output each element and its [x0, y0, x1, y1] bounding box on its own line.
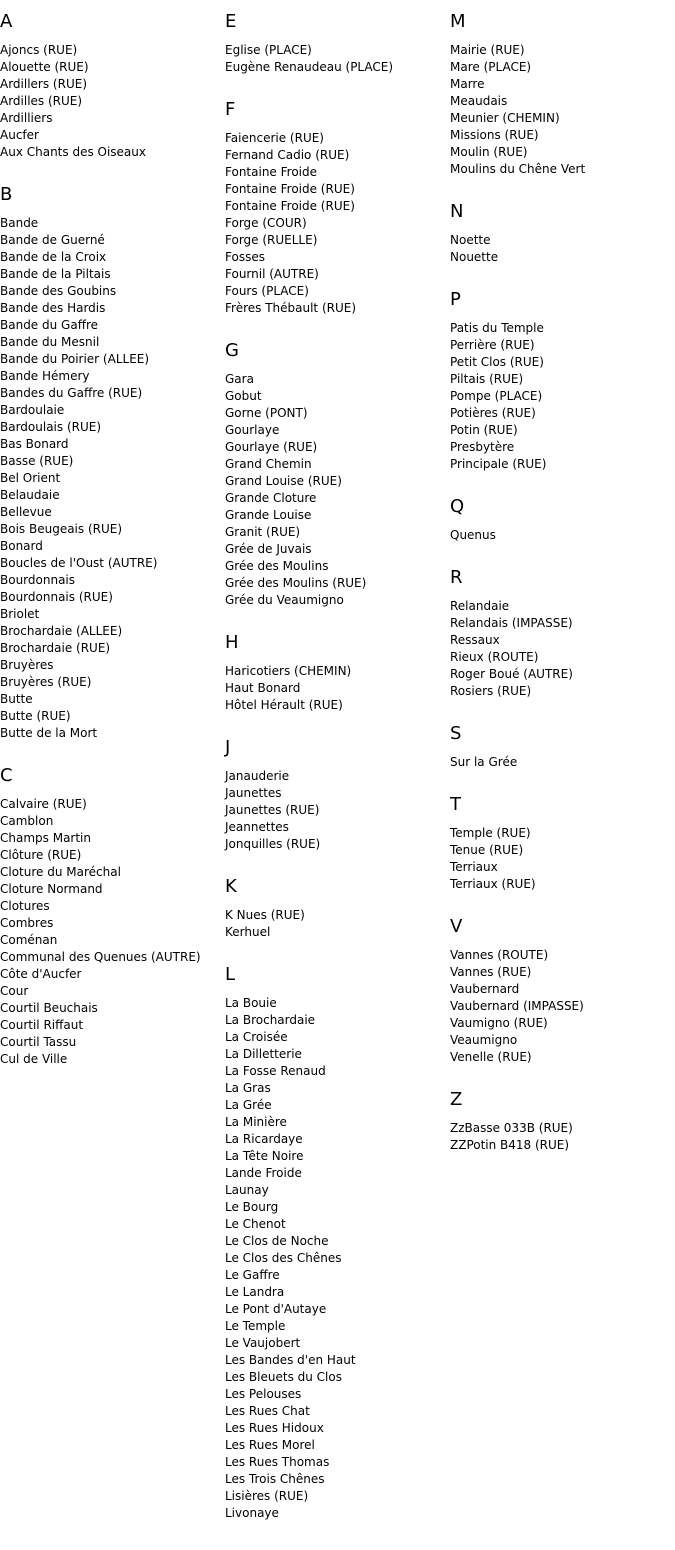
street-link[interactable]: Les Trois Chênes: [225, 1472, 325, 1486]
letter-group-b: [0, 185, 225, 742]
street-link[interactable]: Coménan: [0, 933, 58, 947]
street-link[interactable]: La Ricardaye: [225, 1132, 303, 1146]
street-link[interactable]: ZZPotin B418 (RUE): [450, 1138, 570, 1152]
street-link[interactable]: Vaubernard: [450, 982, 520, 996]
letter-group-e: [225, 12, 450, 76]
street-link[interactable]: Fosses: [225, 250, 265, 264]
street-link[interactable]: Briolet: [0, 607, 40, 621]
street-link[interactable]: Grand Chemin: [225, 457, 312, 471]
street-list: [450, 825, 675, 893]
street-link[interactable]: Nouette: [450, 250, 499, 264]
street-link[interactable]: Le Vaujobert: [225, 1336, 301, 1350]
street-link[interactable]: Fournil (AUTRE): [225, 267, 319, 281]
letter-heading: Q: [450, 496, 465, 517]
street-link[interactable]: ZzBasse 033B (RUE): [450, 1121, 573, 1135]
street-list: [450, 947, 675, 1066]
street-link[interactable]: Lande Froide: [225, 1166, 302, 1180]
letter-heading: T: [450, 794, 461, 815]
street-link[interactable]: Mare (PLACE): [450, 60, 532, 74]
street-list: [450, 320, 675, 473]
street-link[interactable]: Bande de la Piltais: [0, 267, 111, 281]
street-link[interactable]: La Grée: [225, 1098, 272, 1112]
street-link[interactable]: Relandaie: [450, 599, 510, 613]
street-link[interactable]: Fontaine Froide (RUE): [225, 182, 355, 196]
street-link[interactable]: Presbytère: [450, 440, 515, 454]
street-link[interactable]: La Croisée: [225, 1030, 288, 1044]
letter-group-c: [0, 766, 225, 1068]
street-link[interactable]: Boucles de l'Oust (AUTRE): [0, 556, 158, 570]
street-link[interactable]: Mairie (RUE): [450, 43, 525, 57]
street-link[interactable]: Cloture du Maréchal: [0, 865, 121, 879]
street-link[interactable]: Bel Orient: [0, 471, 61, 485]
street-link[interactable]: Patis du Temple: [450, 321, 544, 335]
street-link[interactable]: Noette: [450, 233, 491, 247]
street-link[interactable]: Butte (RUE): [0, 709, 71, 723]
street-list: [225, 42, 450, 76]
street-link[interactable]: Le Clos des Chênes: [225, 1251, 342, 1265]
letter-heading: F: [225, 99, 236, 120]
street-link[interactable]: Brochardaie (ALLEE): [0, 624, 123, 638]
street-link[interactable]: Roger Boué (AUTRE): [450, 667, 573, 681]
street-link[interactable]: Haricotiers (CHEMIN): [225, 664, 352, 678]
street-index-column-1: [0, 12, 225, 1092]
street-link[interactable]: Bas Bonard: [0, 437, 69, 451]
street-link[interactable]: Terriaux (RUE): [450, 877, 536, 891]
street-link[interactable]: Bonard: [0, 539, 43, 553]
street-link[interactable]: Moulins du Chêne Vert: [450, 162, 586, 176]
street-link[interactable]: Courtil Beuchais: [0, 1001, 98, 1015]
street-link[interactable]: Bande Hémery: [0, 369, 90, 383]
street-list: [0, 42, 225, 161]
street-link[interactable]: Le Gaffre: [225, 1268, 280, 1282]
street-link[interactable]: Marre: [450, 77, 485, 91]
street-list: [450, 527, 675, 544]
street-list: [225, 907, 450, 941]
street-link[interactable]: Principale (RUE): [450, 457, 547, 471]
street-link[interactable]: Launay: [225, 1183, 269, 1197]
letter-group-f: [225, 100, 450, 317]
street-link[interactable]: Fernand Cadio (RUE): [225, 148, 350, 162]
letter-heading: A: [0, 11, 13, 32]
street-link[interactable]: Le Clos de Noche: [225, 1234, 329, 1248]
letter-group-m: [450, 12, 675, 178]
letter-group-j: [225, 738, 450, 853]
letter-heading: Z: [450, 1089, 463, 1110]
street-link[interactable]: Forge (RUELLE): [225, 233, 318, 247]
street-link[interactable]: Bande du Gaffre: [0, 318, 99, 332]
street-link[interactable]: Ardillers (RUE): [0, 77, 87, 91]
letter-heading: S: [450, 723, 462, 744]
letter-heading: L: [225, 964, 236, 985]
letter-group-t: [450, 795, 675, 893]
letter-group-l: [225, 965, 450, 1522]
street-link[interactable]: Alouette (RUE): [0, 60, 89, 74]
street-link[interactable]: Basse (RUE): [0, 454, 74, 468]
street-link[interactable]: Lisières (RUE): [225, 1489, 309, 1503]
street-link[interactable]: Terriaux: [450, 860, 498, 874]
street-link[interactable]: Gourlaye: [225, 423, 280, 437]
letter-group-s: [450, 724, 675, 771]
letter-heading: M: [450, 11, 466, 32]
street-list: [0, 796, 225, 1068]
street-link[interactable]: La Fosse Renaud: [225, 1064, 326, 1078]
street-link[interactable]: Forge (COUR): [225, 216, 307, 230]
street-link[interactable]: Jaunettes (RUE): [225, 803, 320, 817]
street-link[interactable]: Jaunettes: [225, 786, 282, 800]
letter-heading: K: [225, 876, 237, 897]
street-link[interactable]: Moulin (RUE): [450, 145, 528, 159]
street-link[interactable]: Fontaine Froide (RUE): [225, 199, 355, 213]
street-link[interactable]: La Minière: [225, 1115, 287, 1129]
letter-group-r: [450, 568, 675, 700]
street-link[interactable]: Les Rues Thomas: [225, 1455, 330, 1469]
street-link[interactable]: Eugène Renaudeau (PLACE): [225, 60, 394, 74]
street-link[interactable]: Petit Clos (RUE): [450, 355, 544, 369]
street-link[interactable]: Courtil Riffaut: [0, 1018, 84, 1032]
street-list: [450, 42, 675, 178]
letter-group-n: [450, 202, 675, 266]
street-link[interactable]: Janauderie: [225, 769, 290, 783]
street-link[interactable]: Calvaire (RUE): [0, 797, 87, 811]
street-link[interactable]: Hôtel Hérault (RUE): [225, 698, 343, 712]
street-link[interactable]: Bruyères (RUE): [0, 675, 92, 689]
letter-group-h: [225, 633, 450, 714]
street-link[interactable]: Aucfer: [0, 128, 39, 142]
street-link[interactable]: Gourlaye (RUE): [225, 440, 318, 454]
street-list: [225, 130, 450, 317]
street-link[interactable]: Temple (RUE): [450, 826, 531, 840]
street-index-column-3: [450, 12, 675, 1178]
street-list: [0, 215, 225, 742]
street-link[interactable]: Bardoulaie: [0, 403, 65, 417]
street-link[interactable]: Bande du Poirier (ALLEE): [0, 352, 150, 366]
letter-group-g: [225, 341, 450, 609]
letter-heading: C: [0, 765, 13, 786]
street-link[interactable]: Les Pelouses: [225, 1387, 302, 1401]
street-link[interactable]: Clôture (RUE): [0, 848, 82, 862]
street-link[interactable]: Brochardaie (RUE): [0, 641, 111, 655]
street-link[interactable]: Combres: [0, 916, 54, 930]
street-link[interactable]: Le Landra: [225, 1285, 285, 1299]
street-link[interactable]: Bande: [0, 216, 39, 230]
street-link[interactable]: Ajoncs (RUE): [0, 43, 78, 57]
street-link[interactable]: Vaubernard (IMPASSE): [450, 999, 584, 1013]
street-link[interactable]: Rosiers (RUE): [450, 684, 532, 698]
street-link[interactable]: Potières (RUE): [450, 406, 536, 420]
street-link[interactable]: Les Bleuets du Clos: [225, 1370, 342, 1384]
street-link[interactable]: Piltais (RUE): [450, 372, 524, 386]
street-link[interactable]: Sur la Grée: [450, 755, 518, 769]
street-list: [450, 1120, 675, 1154]
street-link[interactable]: Perrière (RUE): [450, 338, 535, 352]
street-link[interactable]: Gara: [225, 372, 254, 386]
street-link[interactable]: Veaumigno: [450, 1033, 518, 1047]
street-link[interactable]: Bande des Hardis: [0, 301, 106, 315]
letter-group-a: [0, 12, 225, 161]
street-list: [225, 371, 450, 609]
street-index-column-2: [225, 12, 450, 1546]
street-link[interactable]: Bourdonnais (RUE): [0, 590, 113, 604]
street-link[interactable]: Rieux (ROUTE): [450, 650, 539, 664]
street-link[interactable]: Tenue (RUE): [450, 843, 524, 857]
street-link[interactable]: Fours (PLACE): [225, 284, 309, 298]
street-link[interactable]: La Tête Noire: [225, 1149, 304, 1163]
letter-heading: J: [225, 737, 231, 758]
letter-heading: B: [0, 184, 13, 205]
street-link[interactable]: Bande de la Croix: [0, 250, 107, 264]
street-list: [450, 598, 675, 700]
street-link[interactable]: Haut Bonard: [225, 681, 301, 695]
street-link[interactable]: Frères Thébault (RUE): [225, 301, 357, 315]
letter-heading: N: [450, 201, 464, 222]
street-link[interactable]: Les Rues Morel: [225, 1438, 315, 1452]
street-link[interactable]: Bois Beugeais (RUE): [0, 522, 123, 536]
letter-heading: R: [450, 567, 463, 588]
street-link[interactable]: Les Rues Chat: [225, 1404, 310, 1418]
street-link[interactable]: Missions (RUE): [450, 128, 539, 142]
street-link[interactable]: Grée des Moulins: [225, 559, 329, 573]
street-link[interactable]: Champs Martin: [0, 831, 91, 845]
street-link[interactable]: Bande des Goubins: [0, 284, 117, 298]
street-link[interactable]: Courtil Tassu: [0, 1035, 77, 1049]
street-link[interactable]: Kerhuel: [225, 925, 271, 939]
letter-heading: V: [450, 916, 463, 937]
street-link[interactable]: Belaudaie: [0, 488, 60, 502]
street-link[interactable]: Ressaux: [450, 633, 500, 647]
street-link[interactable]: Bellevue: [0, 505, 52, 519]
street-link[interactable]: Jeannettes: [225, 820, 289, 834]
street-link[interactable]: Cloture Normand: [0, 882, 103, 896]
street-link[interactable]: Bourdonnais: [0, 573, 76, 587]
street-list: [450, 754, 675, 771]
street-link[interactable]: Aux Chants des Oiseaux: [0, 145, 146, 159]
street-link[interactable]: Le Pont d'Autaye: [225, 1302, 327, 1316]
street-link[interactable]: Grée de Juvais: [225, 542, 312, 556]
street-link[interactable]: Grée du Veaumigno: [225, 593, 344, 607]
street-link[interactable]: Clotures: [0, 899, 50, 913]
street-link[interactable]: Livonaye: [225, 1506, 279, 1520]
street-link[interactable]: Ardilliers: [0, 111, 53, 125]
street-list: [225, 768, 450, 853]
street-link[interactable]: Le Bourg: [225, 1200, 279, 1214]
street-link[interactable]: Granit (RUE): [225, 525, 301, 539]
street-link[interactable]: Quenus: [450, 528, 496, 542]
street-link[interactable]: Vaumigno (RUE): [450, 1016, 548, 1030]
street-link[interactable]: La Brochardaie: [225, 1013, 316, 1027]
letter-group-z: [450, 1090, 675, 1154]
street-link[interactable]: Ardilles (RUE): [0, 94, 83, 108]
letter-heading: P: [450, 289, 461, 310]
street-link[interactable]: Relandais (IMPASSE): [450, 616, 573, 630]
street-link[interactable]: La Bouie: [225, 996, 277, 1010]
street-list: [225, 663, 450, 714]
letter-group-v: [450, 917, 675, 1066]
letter-heading: G: [225, 340, 239, 361]
street-link[interactable]: Grée des Moulins (RUE): [225, 576, 367, 590]
street-link[interactable]: Le Temple: [225, 1319, 286, 1333]
street-link[interactable]: Grande Louise: [225, 508, 312, 522]
street-link[interactable]: Bruyères: [0, 658, 54, 672]
street-link[interactable]: Meunier (CHEMIN): [450, 111, 560, 125]
street-link[interactable]: Bande du Mesnil: [0, 335, 100, 349]
street-link[interactable]: Butte de la Mort: [0, 726, 98, 740]
street-link[interactable]: Meaudais: [450, 94, 508, 108]
street-link[interactable]: Communal des Quenues (AUTRE): [0, 950, 201, 964]
street-link[interactable]: Le Chenot: [225, 1217, 286, 1231]
street-link[interactable]: Bande de Guerné: [0, 233, 105, 247]
street-link[interactable]: K Nues (RUE): [225, 908, 305, 922]
street-link[interactable]: Faiencerie (RUE): [225, 131, 324, 145]
street-link[interactable]: Grand Louise (RUE): [225, 474, 342, 488]
street-list: [450, 232, 675, 266]
street-link[interactable]: La Dilletterie: [225, 1047, 302, 1061]
letter-heading: E: [225, 11, 237, 32]
street-link[interactable]: Pompe (PLACE): [450, 389, 543, 403]
letter-group-q: [450, 497, 675, 544]
street-link[interactable]: La Gras: [225, 1081, 271, 1095]
street-list: [225, 995, 450, 1522]
street-link[interactable]: Vannes (ROUTE): [450, 948, 549, 962]
street-link[interactable]: Eglise (PLACE): [225, 43, 312, 57]
street-link[interactable]: Côte d'Aucfer: [0, 967, 82, 981]
letter-group-k: [225, 877, 450, 941]
street-link[interactable]: Jonquilles (RUE): [225, 837, 321, 851]
street-link[interactable]: Grande Cloture: [225, 491, 317, 505]
street-link[interactable]: Gobut: [225, 389, 262, 403]
street-link[interactable]: Potin (RUE): [450, 423, 518, 437]
street-link[interactable]: Butte: [0, 692, 33, 706]
street-link[interactable]: Bandes du Gaffre (RUE): [0, 386, 143, 400]
street-link[interactable]: Les Rues Hidoux: [225, 1421, 324, 1435]
street-link[interactable]: Les Bandes d'en Haut: [225, 1353, 356, 1367]
street-link[interactable]: Bardoulais (RUE): [0, 420, 102, 434]
letter-heading: H: [225, 632, 239, 653]
street-link[interactable]: Camblon: [0, 814, 54, 828]
street-link[interactable]: Cour: [0, 984, 29, 998]
street-link[interactable]: Fontaine Froide: [225, 165, 317, 179]
street-link[interactable]: Cul de Ville: [0, 1052, 68, 1066]
letter-group-p: [450, 290, 675, 473]
street-link[interactable]: Gorne (PONT): [225, 406, 308, 420]
street-link[interactable]: Venelle (RUE): [450, 1050, 532, 1064]
street-link[interactable]: Vannes (RUE): [450, 965, 532, 979]
